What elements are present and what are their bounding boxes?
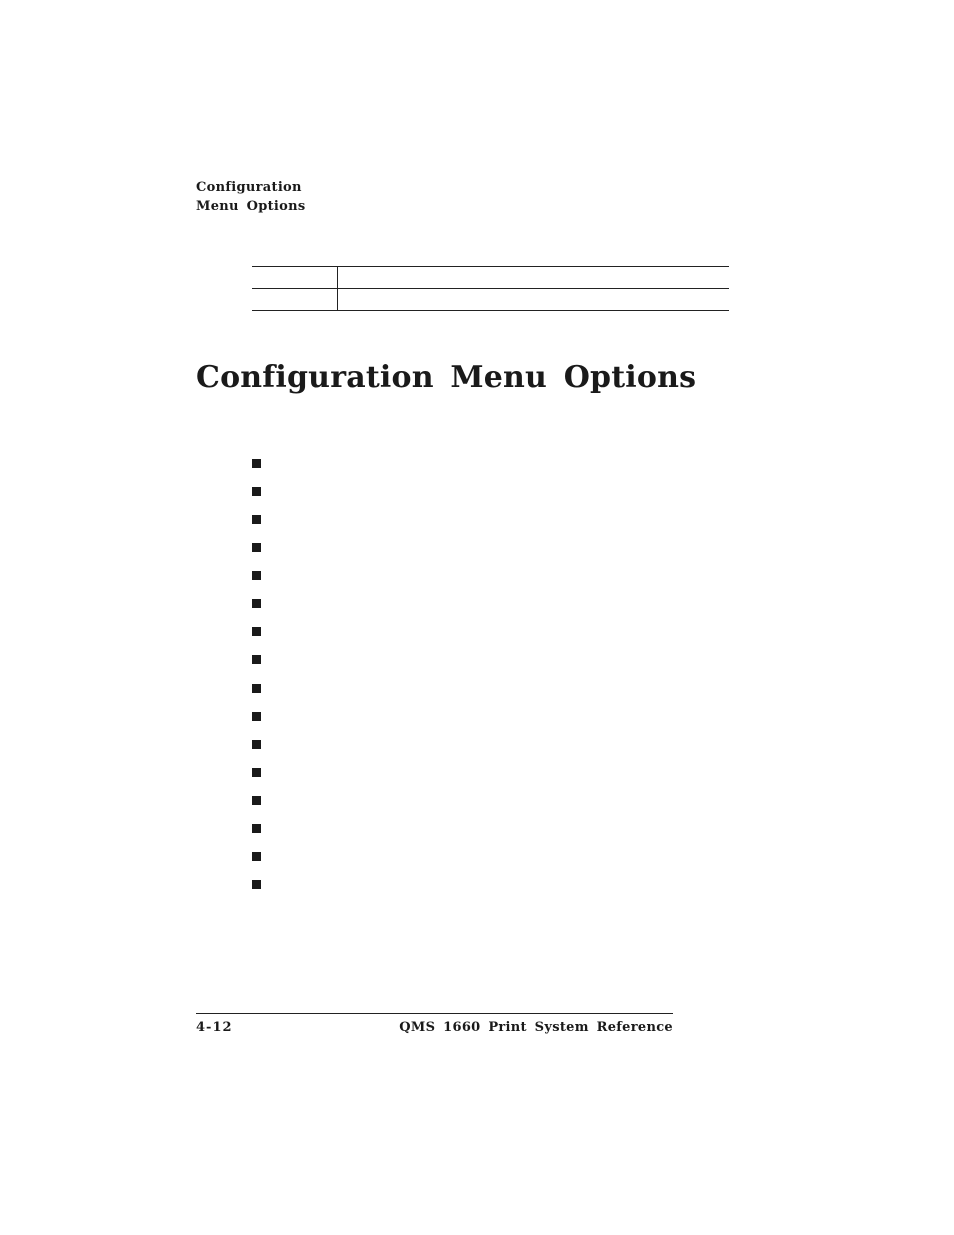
table-top-rule	[252, 266, 729, 267]
square-bullet-icon	[252, 768, 261, 777]
square-bullet-icon	[252, 880, 261, 889]
book-title: QMS 1660 Print System Reference	[399, 1020, 673, 1035]
square-bullet-icon	[252, 571, 261, 580]
square-bullet-icon	[252, 824, 261, 833]
footer-rule	[196, 1013, 673, 1014]
square-bullet-icon	[252, 543, 261, 552]
square-bullet-icon	[252, 740, 261, 749]
square-bullet-icon	[252, 655, 261, 664]
table-row-rule	[252, 288, 729, 289]
square-bullet-icon	[252, 599, 261, 608]
running-head	[196, 178, 306, 216]
table-column-divider	[337, 266, 338, 310]
running-head-line-1: Configuration	[196, 180, 302, 195]
table-bottom-rule	[252, 310, 729, 311]
square-bullet-icon	[252, 515, 261, 524]
square-bullet-icon	[252, 487, 261, 496]
square-bullet-icon	[252, 796, 261, 805]
square-bullet-icon	[252, 852, 261, 861]
square-bullet-icon	[252, 684, 261, 693]
running-head-line-2: Menu Options	[196, 199, 306, 214]
square-bullet-icon	[252, 459, 261, 468]
square-bullet-icon	[252, 712, 261, 721]
page-title: Configuration Menu Options	[196, 360, 697, 395]
page-number: 4-12	[196, 1020, 233, 1035]
square-bullet-icon	[252, 627, 261, 636]
